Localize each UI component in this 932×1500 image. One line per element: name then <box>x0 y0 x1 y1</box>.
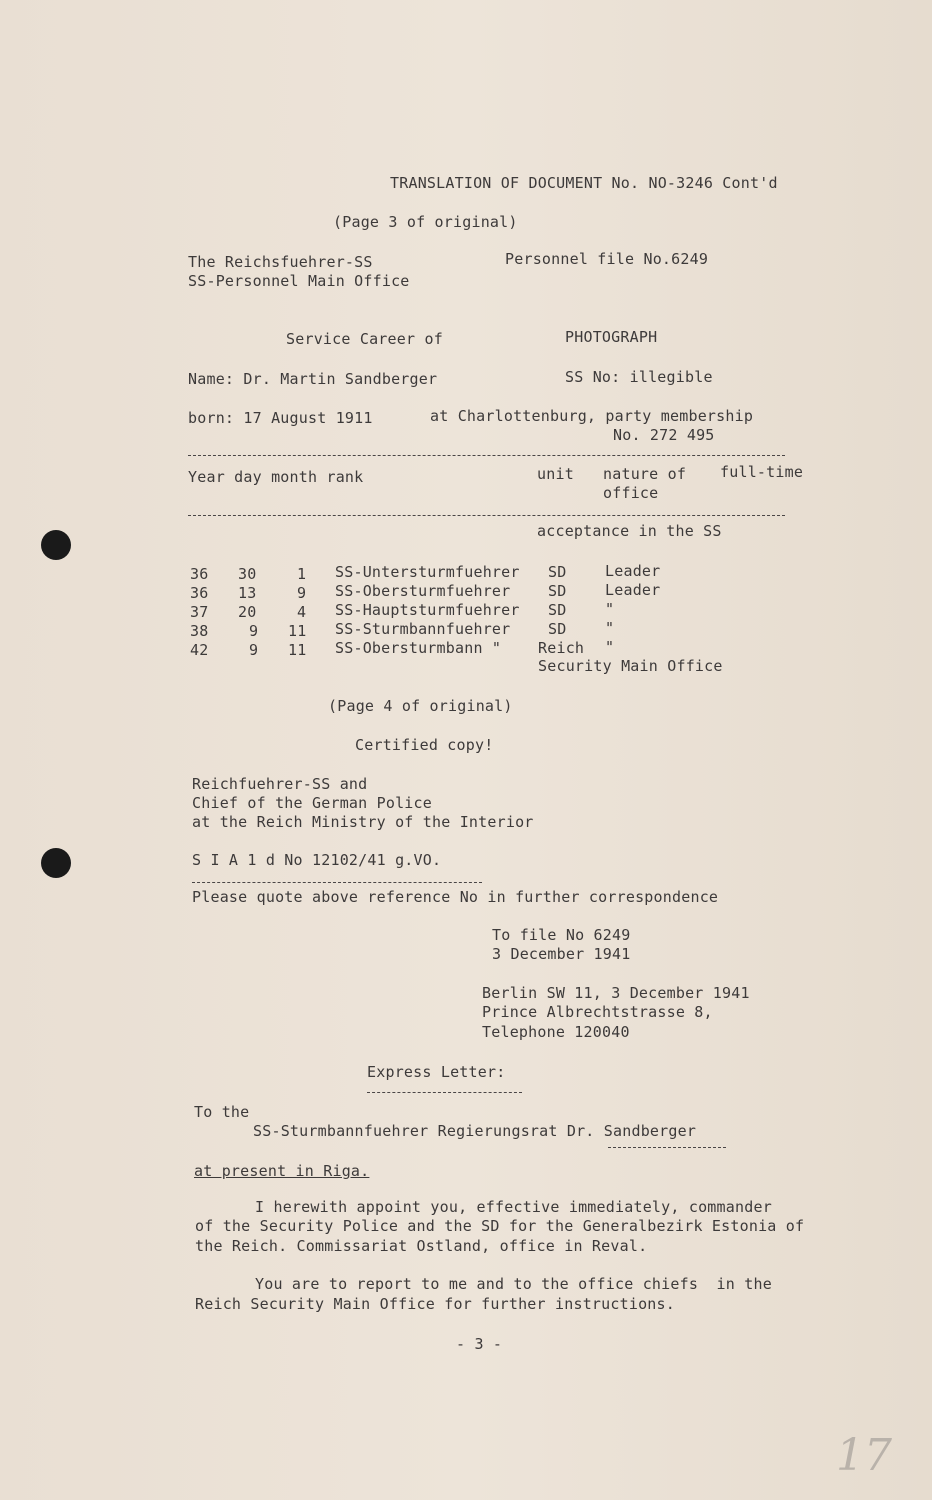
punch-hole-bottom <box>41 848 71 878</box>
reference-underline <box>192 882 482 883</box>
cell-year: 36 <box>190 584 209 602</box>
cell-year: 42 <box>190 641 209 659</box>
page-3-label: (Page 3 of original) <box>333 213 518 231</box>
cell-month: 11 <box>288 641 307 659</box>
table-header-rule <box>188 515 785 516</box>
cell-office: Leader <box>605 581 661 599</box>
body-paragraph-2-line-2: Reich Security Main Office for further instructions. <box>195 1295 675 1313</box>
ss-no: SS No: illegible <box>565 368 713 386</box>
document-title: TRANSLATION OF DOCUMENT No. NO-3246 Cont'd <box>390 174 778 192</box>
recipient-underline <box>608 1147 726 1148</box>
acceptance-note: acceptance in the SS <box>537 522 722 540</box>
cell-year: 36 <box>190 565 209 583</box>
body-paragraph-2-line-1: You are to report to me and to the office chiefs in the <box>255 1275 772 1293</box>
cell-unit: SD <box>548 563 567 581</box>
cell-unit: Reich <box>538 639 585 657</box>
cell-day: 9 <box>249 641 259 659</box>
express-letter-label: Express Letter: <box>367 1063 506 1081</box>
party-number: No. 272 495 <box>613 426 715 444</box>
org-line-2: SS-Personnel Main Office <box>188 272 410 290</box>
cell-day: 20 <box>238 603 257 621</box>
cell-unit: SD <box>548 620 567 638</box>
cell-month: 11 <box>288 622 307 640</box>
table-top-rule <box>188 455 785 456</box>
to-file-no: To file No 6249 <box>492 926 631 944</box>
org-line-1: The Reichsfuehrer-SS <box>188 253 373 271</box>
cell-rank: SS-Obersturmfuehrer <box>335 582 511 600</box>
column-header-year-rank: Year day month rank <box>188 468 364 486</box>
cell-day: 9 <box>249 622 259 640</box>
page-4-label: (Page 4 of original) <box>328 697 513 715</box>
place-and-date: Berlin SW 11, 3 December 1941 <box>482 984 750 1002</box>
cell-rank: SS-Hauptsturmfuehrer <box>335 601 520 619</box>
recipient-location: at present in Riga. <box>194 1162 370 1180</box>
to-file-date: 3 December 1941 <box>492 945 631 963</box>
name-line: Name: Dr. Martin Sandberger <box>188 370 438 388</box>
cell-day: 30 <box>238 565 257 583</box>
cell-month: 9 <box>297 584 307 602</box>
recipient: SS-Sturmbannfuehrer Regierungsrat Dr. Sandberger <box>253 1122 697 1140</box>
certified-copy: Certified copy! <box>355 736 494 754</box>
sender-line-2: Chief of the German Police <box>192 794 432 812</box>
street-address: Prince Albrechtstrasse 8, <box>482 1003 713 1021</box>
body-paragraph-1-line-2: of the Security Police and the SD for the Generalbezirk Estonia of <box>195 1217 805 1235</box>
handwritten-page-mark: 17 <box>836 1430 892 1481</box>
body-paragraph-1-line-1: I herewith appoint you, effective immediately, commander <box>255 1198 772 1216</box>
column-header-office: office <box>603 484 659 502</box>
cell-unit: SD <box>548 601 567 619</box>
column-header-unit: unit <box>537 465 574 483</box>
to-the: To the <box>194 1103 250 1121</box>
punch-hole-top <box>41 530 71 560</box>
cell-rank: SS-Untersturmfuehrer <box>335 563 520 581</box>
cell-year: 38 <box>190 622 209 640</box>
body-paragraph-1-line-3: the Reich. Commissariat Ostland, office in Reval. <box>195 1237 648 1255</box>
born-line: born: 17 August 1911 <box>188 409 373 427</box>
column-header-nature: nature of <box>603 465 687 483</box>
birthplace-line: at Charlottenburg, party membership <box>430 407 754 425</box>
express-underline <box>367 1092 522 1093</box>
service-career-heading: Service Career of <box>286 330 443 348</box>
personnel-file-no: Personnel file No.6249 <box>505 250 709 268</box>
cell-office: " <box>605 638 615 656</box>
sender-line-3: at the Reich Ministry of the Interior <box>192 813 534 831</box>
page-number: - 3 - <box>456 1335 503 1353</box>
cell-month: 1 <box>297 565 307 583</box>
cell-month: 4 <box>297 603 307 621</box>
cell-unit: SD <box>548 582 567 600</box>
photograph-label: PHOTOGRAPH <box>565 328 658 346</box>
cell-year: 37 <box>190 603 209 621</box>
column-header-fulltime: full-time <box>720 463 804 481</box>
cell-day: 13 <box>238 584 257 602</box>
cell-rank: SS-Sturmbannfuehrer <box>335 620 511 638</box>
sender-line-1: Reichfuehrer-SS and <box>192 775 368 793</box>
cell-rank: SS-Obersturmbann " <box>335 639 502 657</box>
last-row-continuation: Security Main Office <box>538 657 723 675</box>
cell-office: " <box>605 600 615 618</box>
quote-reference-note: Please quote above reference No in further correspondence <box>192 888 719 906</box>
cell-office: " <box>605 619 615 637</box>
cell-office: Leader <box>605 562 661 580</box>
reference-number: S I A 1 d No 12102/41 g.VO. <box>192 851 442 869</box>
telephone: Telephone 120040 <box>482 1023 630 1041</box>
